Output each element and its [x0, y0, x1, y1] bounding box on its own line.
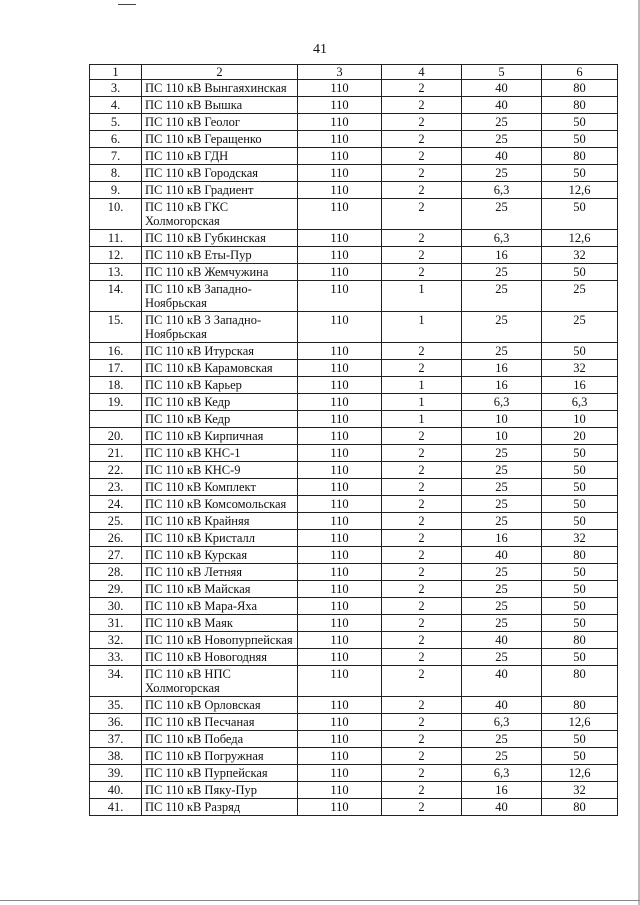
row-number-cell	[90, 411, 142, 428]
table-row	[90, 411, 618, 428]
value-cell: 110	[298, 230, 382, 247]
value-cell: 40	[462, 697, 542, 714]
value-cell: 50	[542, 445, 618, 462]
row-number-cell: 40.	[90, 782, 142, 799]
value-cell: 2	[382, 182, 462, 199]
table-row	[90, 312, 618, 343]
value-cell: 2	[382, 428, 462, 445]
column-header: 5	[462, 65, 542, 80]
table-row	[90, 343, 618, 360]
substation-name-cell: ПС 110 кВ Майская	[142, 581, 298, 598]
row-number-cell: 34.	[90, 666, 142, 697]
value-cell: 12,6	[542, 230, 618, 247]
table-row	[90, 199, 618, 230]
row-number-cell: 8.	[90, 165, 142, 182]
table-row	[90, 564, 618, 581]
substation-name-cell: ПС 110 кВ Крайняя	[142, 513, 298, 530]
row-number-cell: 12.	[90, 247, 142, 264]
table-row	[90, 714, 618, 731]
value-cell: 40	[462, 799, 542, 816]
substation-name-cell: ПС 110 кВ Песчаная	[142, 714, 298, 731]
value-cell: 2	[382, 564, 462, 581]
value-cell: 2	[382, 649, 462, 666]
row-number-cell: 31.	[90, 615, 142, 632]
table-row	[90, 615, 618, 632]
value-cell: 25	[462, 199, 542, 230]
table-row	[90, 80, 618, 97]
value-cell: 40	[462, 97, 542, 114]
substation-name-cell: ПС 110 кВ Еты-Пур	[142, 247, 298, 264]
value-cell: 2	[382, 80, 462, 97]
substation-name-cell: ПС 110 кВ Комсомольская	[142, 496, 298, 513]
table-row	[90, 281, 618, 312]
value-cell: 110	[298, 312, 382, 343]
value-cell: 80	[542, 148, 618, 165]
value-cell: 25	[462, 748, 542, 765]
value-cell: 25	[462, 462, 542, 479]
value-cell: 50	[542, 598, 618, 615]
value-cell: 110	[298, 782, 382, 799]
substation-name-cell: ПС 110 кВ Градиент	[142, 182, 298, 199]
value-cell: 2	[382, 697, 462, 714]
value-cell: 2	[382, 598, 462, 615]
table-row	[90, 496, 618, 513]
value-cell: 12,6	[542, 765, 618, 782]
value-cell: 6,3	[542, 394, 618, 411]
value-cell: 10	[542, 411, 618, 428]
value-cell: 2	[382, 581, 462, 598]
value-cell: 50	[542, 165, 618, 182]
row-number-cell: 9.	[90, 182, 142, 199]
substation-name-cell: ПС 110 кВ Новопурпейская	[142, 632, 298, 649]
substation-name-cell: ПС 110 кВ Кристалл	[142, 530, 298, 547]
value-cell: 110	[298, 131, 382, 148]
substation-name-cell: ПС 110 кВ Пяку-Пур	[142, 782, 298, 799]
value-cell: 80	[542, 697, 618, 714]
value-cell: 110	[298, 649, 382, 666]
substation-name-cell: ПС 110 кВ Вынгаяхинская	[142, 80, 298, 97]
value-cell: 50	[542, 649, 618, 666]
value-cell: 2	[382, 462, 462, 479]
value-cell: 50	[542, 564, 618, 581]
value-cell: 32	[542, 782, 618, 799]
row-number-cell: 19.	[90, 394, 142, 411]
table-row	[90, 731, 618, 748]
value-cell: 6,3	[462, 230, 542, 247]
substation-name-cell: ПС 110 кВ Жемчужина	[142, 264, 298, 281]
column-header: 6	[542, 65, 618, 80]
value-cell: 2	[382, 714, 462, 731]
row-number-cell: 13.	[90, 264, 142, 281]
substation-name-cell: ПС 110 кВ ГДН	[142, 148, 298, 165]
value-cell: 110	[298, 513, 382, 530]
table-row	[90, 547, 618, 564]
value-cell: 110	[298, 479, 382, 496]
table-row	[90, 428, 618, 445]
row-number-cell: 22.	[90, 462, 142, 479]
value-cell: 25	[462, 264, 542, 281]
table-row	[90, 97, 618, 114]
value-cell: 110	[298, 564, 382, 581]
value-cell: 110	[298, 343, 382, 360]
value-cell: 25	[542, 312, 618, 343]
row-number-cell: 17.	[90, 360, 142, 377]
value-cell: 110	[298, 666, 382, 697]
table-row	[90, 765, 618, 782]
value-cell: 1	[382, 377, 462, 394]
value-cell: 2	[382, 165, 462, 182]
value-cell: 10	[462, 411, 542, 428]
value-cell: 80	[542, 632, 618, 649]
substation-name-cell: ПС 110 кВ Геолог	[142, 114, 298, 131]
table-row	[90, 748, 618, 765]
value-cell: 2	[382, 782, 462, 799]
row-number-cell: 24.	[90, 496, 142, 513]
value-cell: 110	[298, 598, 382, 615]
value-cell: 2	[382, 513, 462, 530]
substation-name-cell: ПС 110 кВ Карамовская	[142, 360, 298, 377]
row-number-cell: 7.	[90, 148, 142, 165]
row-number-cell: 41.	[90, 799, 142, 816]
value-cell: 2	[382, 479, 462, 496]
table-row	[90, 230, 618, 247]
value-cell: 25	[462, 479, 542, 496]
table-row	[90, 632, 618, 649]
table-row	[90, 182, 618, 199]
value-cell: 110	[298, 547, 382, 564]
row-number-cell: 16.	[90, 343, 142, 360]
value-cell: 2	[382, 530, 462, 547]
substation-name-cell: ПС 110 кВ Карьер	[142, 377, 298, 394]
table-row	[90, 148, 618, 165]
value-cell: 25	[462, 649, 542, 666]
value-cell: 2	[382, 748, 462, 765]
value-cell: 110	[298, 615, 382, 632]
value-cell: 2	[382, 247, 462, 264]
value-cell: 2	[382, 666, 462, 697]
value-cell: 110	[298, 765, 382, 782]
value-cell: 110	[298, 377, 382, 394]
row-number-cell: 28.	[90, 564, 142, 581]
value-cell: 110	[298, 428, 382, 445]
value-cell: 25	[462, 496, 542, 513]
column-header: 3	[298, 65, 382, 80]
table-row	[90, 598, 618, 615]
value-cell: 25	[462, 312, 542, 343]
page-number: 41	[313, 42, 327, 57]
substation-table	[89, 64, 618, 816]
substation-name-cell: ПС 110 кВ Маяк	[142, 615, 298, 632]
value-cell: 110	[298, 496, 382, 513]
table-row	[90, 445, 618, 462]
substation-name-cell: ПС 110 кВ НПС Холмогорская	[142, 666, 298, 697]
value-cell: 110	[298, 445, 382, 462]
row-number-cell: 39.	[90, 765, 142, 782]
row-number-cell: 30.	[90, 598, 142, 615]
table-row	[90, 581, 618, 598]
value-cell: 2	[382, 264, 462, 281]
substation-name-cell: ПС 110 кВ ГКС Холмогорская	[142, 199, 298, 230]
value-cell: 2	[382, 131, 462, 148]
value-cell: 50	[542, 114, 618, 131]
value-cell: 110	[298, 264, 382, 281]
value-cell: 50	[542, 615, 618, 632]
table-row	[90, 666, 618, 697]
row-number-cell: 3.	[90, 80, 142, 97]
substation-name-cell: ПС 110 кВ Победа	[142, 731, 298, 748]
substation-name-cell: ПС 110 кВ 3 Западно-Ноябрьская	[142, 312, 298, 343]
value-cell: 50	[542, 581, 618, 598]
substation-name-cell: ПС 110 кВ КНС-1	[142, 445, 298, 462]
value-cell: 25	[462, 731, 542, 748]
table-row	[90, 697, 618, 714]
row-number-cell: 35.	[90, 697, 142, 714]
value-cell: 32	[542, 360, 618, 377]
row-number-cell: 33.	[90, 649, 142, 666]
table-row	[90, 360, 618, 377]
scan-mark-top	[118, 4, 136, 5]
row-number-cell: 20.	[90, 428, 142, 445]
substation-name-cell: ПС 110 кВ Кирпичная	[142, 428, 298, 445]
substation-name-cell: ПС 110 кВ Кедр	[142, 394, 298, 411]
table-row	[90, 513, 618, 530]
value-cell: 80	[542, 97, 618, 114]
substation-name-cell: ПС 110 кВ Пурпейская	[142, 765, 298, 782]
table-row	[90, 377, 618, 394]
value-cell: 80	[542, 547, 618, 564]
value-cell: 40	[462, 547, 542, 564]
value-cell: 25	[462, 343, 542, 360]
value-cell: 2	[382, 765, 462, 782]
row-number-cell: 27.	[90, 547, 142, 564]
value-cell: 2	[382, 199, 462, 230]
value-cell: 110	[298, 182, 382, 199]
value-cell: 110	[298, 165, 382, 182]
value-cell: 25	[462, 281, 542, 312]
value-cell: 110	[298, 199, 382, 230]
substation-name-cell: ПС 110 кВ Мара-Яха	[142, 598, 298, 615]
row-number-cell: 6.	[90, 131, 142, 148]
value-cell: 110	[298, 581, 382, 598]
value-cell: 2	[382, 343, 462, 360]
value-cell: 110	[298, 714, 382, 731]
value-cell: 2	[382, 230, 462, 247]
table-row	[90, 264, 618, 281]
value-cell: 110	[298, 530, 382, 547]
value-cell: 25	[542, 281, 618, 312]
substation-name-cell: ПС 110 кВ Геращенко	[142, 131, 298, 148]
value-cell: 6,3	[462, 765, 542, 782]
value-cell: 110	[298, 748, 382, 765]
value-cell: 40	[462, 148, 542, 165]
value-cell: 80	[542, 799, 618, 816]
substation-name-cell: ПС 110 кВ Орловская	[142, 697, 298, 714]
value-cell: 2	[382, 97, 462, 114]
substation-name-cell: ПС 110 кВ Новогодняя	[142, 649, 298, 666]
value-cell: 110	[298, 697, 382, 714]
value-cell: 110	[298, 80, 382, 97]
table-row	[90, 247, 618, 264]
row-number-cell: 14.	[90, 281, 142, 312]
value-cell: 40	[462, 80, 542, 97]
row-number-cell: 10.	[90, 199, 142, 230]
value-cell: 110	[298, 462, 382, 479]
value-cell: 50	[542, 343, 618, 360]
value-cell: 110	[298, 632, 382, 649]
value-cell: 1	[382, 394, 462, 411]
value-cell: 2	[382, 445, 462, 462]
value-cell: 110	[298, 360, 382, 377]
value-cell: 50	[542, 131, 618, 148]
substation-name-cell: ПС 110 кВ Кедр	[142, 411, 298, 428]
value-cell: 12,6	[542, 182, 618, 199]
value-cell: 2	[382, 731, 462, 748]
value-cell: 6,3	[462, 714, 542, 731]
row-number-cell: 37.	[90, 731, 142, 748]
row-number-cell: 5.	[90, 114, 142, 131]
table-row	[90, 114, 618, 131]
substation-name-cell: ПС 110 кВ Западно-Ноябрьская	[142, 281, 298, 312]
value-cell: 110	[298, 247, 382, 264]
value-cell: 110	[298, 148, 382, 165]
value-cell: 2	[382, 615, 462, 632]
table-row	[90, 799, 618, 816]
table-row	[90, 649, 618, 666]
table-row	[90, 530, 618, 547]
row-number-cell: 26.	[90, 530, 142, 547]
row-number-cell: 38.	[90, 748, 142, 765]
value-cell: 2	[382, 496, 462, 513]
substation-name-cell: ПС 110 кВ Вышка	[142, 97, 298, 114]
row-number-cell: 25.	[90, 513, 142, 530]
table-row	[90, 782, 618, 799]
column-header: 1	[90, 65, 142, 80]
value-cell: 32	[542, 530, 618, 547]
value-cell: 2	[382, 360, 462, 377]
substation-name-cell: ПС 110 кВ Губкинская	[142, 230, 298, 247]
value-cell: 25	[462, 165, 542, 182]
value-cell: 110	[298, 799, 382, 816]
value-cell: 6,3	[462, 394, 542, 411]
substation-name-cell: ПС 110 кВ Летняя	[142, 564, 298, 581]
row-number-cell: 15.	[90, 312, 142, 343]
substation-name-cell: ПС 110 кВ Комплект	[142, 479, 298, 496]
row-number-cell: 36.	[90, 714, 142, 731]
scan-mark-bottom	[0, 900, 640, 901]
value-cell: 25	[462, 114, 542, 131]
value-cell: 25	[462, 564, 542, 581]
value-cell: 10	[462, 428, 542, 445]
value-cell: 50	[542, 479, 618, 496]
value-cell: 16	[462, 782, 542, 799]
value-cell: 80	[542, 80, 618, 97]
row-number-cell: 29.	[90, 581, 142, 598]
table-row	[90, 479, 618, 496]
value-cell: 25	[462, 581, 542, 598]
value-cell: 50	[542, 513, 618, 530]
value-cell: 50	[542, 462, 618, 479]
value-cell: 25	[462, 598, 542, 615]
value-cell: 110	[298, 394, 382, 411]
table-row	[90, 131, 618, 148]
value-cell: 110	[298, 114, 382, 131]
value-cell: 40	[462, 632, 542, 649]
value-cell: 110	[298, 97, 382, 114]
table-body	[90, 80, 618, 816]
table-row	[90, 394, 618, 411]
substation-name-cell: ПС 110 кВ Итурская	[142, 343, 298, 360]
value-cell: 12,6	[542, 714, 618, 731]
value-cell: 50	[542, 199, 618, 230]
value-cell: 50	[542, 748, 618, 765]
row-number-cell: 23.	[90, 479, 142, 496]
value-cell: 110	[298, 281, 382, 312]
row-number-cell: 32.	[90, 632, 142, 649]
value-cell: 2	[382, 799, 462, 816]
value-cell: 16	[462, 247, 542, 264]
substation-name-cell: ПС 110 кВ Погружная	[142, 748, 298, 765]
row-number-cell: 21.	[90, 445, 142, 462]
value-cell: 50	[542, 264, 618, 281]
substation-name-cell: ПС 110 кВ Разряд	[142, 799, 298, 816]
value-cell: 1	[382, 281, 462, 312]
value-cell: 16	[462, 360, 542, 377]
value-cell: 50	[542, 496, 618, 513]
value-cell: 16	[542, 377, 618, 394]
value-cell: 50	[542, 731, 618, 748]
value-cell: 6,3	[462, 182, 542, 199]
value-cell: 25	[462, 445, 542, 462]
value-cell: 25	[462, 131, 542, 148]
substation-name-cell: ПС 110 кВ Городская	[142, 165, 298, 182]
column-header: 4	[382, 65, 462, 80]
value-cell: 25	[462, 513, 542, 530]
value-cell: 2	[382, 148, 462, 165]
row-number-cell: 4.	[90, 97, 142, 114]
value-cell: 1	[382, 411, 462, 428]
value-cell: 1	[382, 312, 462, 343]
value-cell: 110	[298, 731, 382, 748]
substation-name-cell: ПС 110 кВ Курская	[142, 547, 298, 564]
value-cell: 2	[382, 114, 462, 131]
table-row	[90, 462, 618, 479]
column-header: 2	[142, 65, 298, 80]
row-number-cell: 18.	[90, 377, 142, 394]
row-number-cell: 11.	[90, 230, 142, 247]
value-cell: 80	[542, 666, 618, 697]
value-cell: 2	[382, 632, 462, 649]
value-cell: 2	[382, 547, 462, 564]
table-row	[90, 165, 618, 182]
substation-name-cell: ПС 110 кВ КНС-9	[142, 462, 298, 479]
value-cell: 16	[462, 530, 542, 547]
value-cell: 25	[462, 615, 542, 632]
value-cell: 16	[462, 377, 542, 394]
value-cell: 110	[298, 411, 382, 428]
value-cell: 32	[542, 247, 618, 264]
value-cell: 40	[462, 666, 542, 697]
value-cell: 20	[542, 428, 618, 445]
table-header-row	[90, 65, 618, 80]
